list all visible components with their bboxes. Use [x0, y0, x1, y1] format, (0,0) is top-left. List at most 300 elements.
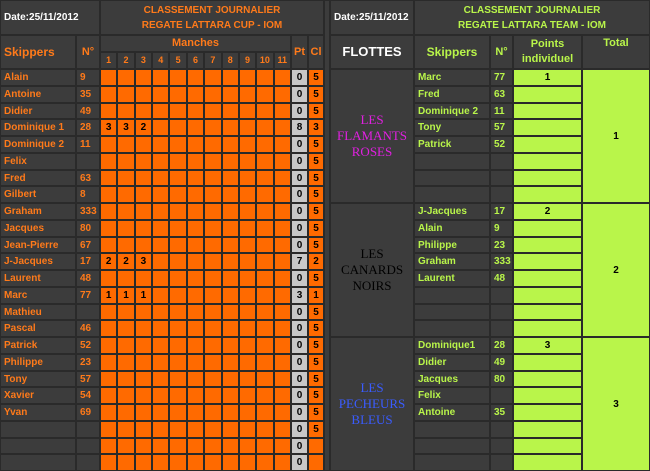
- manche-result: [152, 270, 169, 287]
- manche-result: [100, 304, 117, 321]
- team-skipper-name: Dominique 2: [414, 103, 490, 120]
- sail-number: 35: [76, 86, 100, 103]
- manche-result: 2: [135, 119, 152, 136]
- fleet-name: LES FLAMANTS ROSES: [330, 69, 414, 203]
- sail-number: 49: [76, 103, 100, 120]
- manche-result: [239, 153, 256, 170]
- points-total: 0: [291, 69, 308, 86]
- classement: 5: [308, 237, 324, 254]
- manche-result: [152, 387, 169, 404]
- manche-result: [222, 103, 239, 120]
- manche-result: [256, 421, 273, 438]
- points-total: 0: [291, 337, 308, 354]
- manche-result: [169, 69, 186, 86]
- right-col-total: [582, 35, 650, 69]
- team-skipper-name: [414, 454, 490, 471]
- manche-result: [256, 203, 273, 220]
- manche-result: [135, 153, 152, 170]
- manche-result: [187, 136, 204, 153]
- sail-number: 52: [76, 337, 100, 354]
- manche-result: [256, 270, 273, 287]
- manche-result: [274, 103, 291, 120]
- manche-result: [117, 354, 134, 371]
- manche-result: [187, 438, 204, 455]
- team-skipper-name: [414, 320, 490, 337]
- points-total: 0: [291, 304, 308, 321]
- manche-result: 3: [135, 253, 152, 270]
- manche-result: [152, 454, 169, 471]
- manche-result: [117, 237, 134, 254]
- manche-result: [204, 304, 221, 321]
- classement: 5: [308, 337, 324, 354]
- manche-result: [239, 119, 256, 136]
- individual-points: [513, 119, 582, 136]
- individual-points: [513, 371, 582, 388]
- classement: [308, 454, 324, 471]
- left-col-manches-label: Manches: [171, 37, 220, 49]
- points-total: 0: [291, 237, 308, 254]
- points-total: 7: [291, 253, 308, 270]
- sail-number: 11: [76, 136, 100, 153]
- manche-result: [274, 438, 291, 455]
- manche-number-5: 5: [169, 52, 186, 69]
- fleet-name: LES PECHEURS BLEUS: [330, 337, 414, 471]
- manche-result: [169, 119, 186, 136]
- classement: 5: [308, 304, 324, 321]
- skipper-name: [0, 454, 76, 471]
- skipper-name: Dominique 2: [0, 136, 76, 153]
- individual-points: [513, 354, 582, 371]
- classement: 5: [308, 170, 324, 187]
- manche-result: [204, 103, 221, 120]
- manche-result: [117, 438, 134, 455]
- manche-result: [274, 86, 291, 103]
- team-skipper-name: Tony: [414, 119, 490, 136]
- individual-points: [513, 304, 582, 321]
- manche-result: [100, 136, 117, 153]
- manche-result: [187, 220, 204, 237]
- individual-points: 1: [513, 69, 582, 86]
- manche-result: [204, 387, 221, 404]
- manche-result: [222, 387, 239, 404]
- points-total: 0: [291, 220, 308, 237]
- manche-result: [169, 387, 186, 404]
- manche-result: [239, 287, 256, 304]
- manche-result: [100, 320, 117, 337]
- manche-result: [274, 304, 291, 321]
- individual-points: [513, 270, 582, 287]
- manche-result: [239, 136, 256, 153]
- manche-result: [169, 438, 186, 455]
- manche-result: [169, 170, 186, 187]
- manche-result: [100, 153, 117, 170]
- manche-result: [100, 86, 117, 103]
- team-skipper-name: [414, 186, 490, 203]
- sail-number: 333: [76, 203, 100, 220]
- manche-result: [256, 454, 273, 471]
- manche-result: [256, 136, 273, 153]
- manche-result: [117, 270, 134, 287]
- manche-result: [152, 220, 169, 237]
- manche-result: [274, 404, 291, 421]
- manche-result: [256, 438, 273, 455]
- manche-result: [204, 371, 221, 388]
- team-sail-number: 23: [490, 237, 513, 254]
- manche-result: 1: [135, 287, 152, 304]
- manche-result: [135, 454, 152, 471]
- manche-result: [274, 119, 291, 136]
- manche-number-10: 10: [256, 52, 273, 69]
- manche-result: [187, 404, 204, 421]
- manche-result: [100, 203, 117, 220]
- manche-result: [187, 270, 204, 287]
- manche-result: [135, 337, 152, 354]
- manche-result: [100, 454, 117, 471]
- manche-result: [222, 237, 239, 254]
- manche-result: [169, 186, 186, 203]
- team-sail-number: 48: [490, 270, 513, 287]
- manche-result: [204, 337, 221, 354]
- manche-result: [152, 253, 169, 270]
- team-sail-number: 57: [490, 119, 513, 136]
- manche-result: [222, 337, 239, 354]
- skipper-name: Philippe: [0, 354, 76, 371]
- manche-result: [274, 454, 291, 471]
- points-total: 0: [291, 404, 308, 421]
- sail-number: [76, 421, 100, 438]
- fleet-total: 3: [582, 337, 650, 471]
- manche-result: [117, 371, 134, 388]
- points-total: 0: [291, 354, 308, 371]
- manche-result: [187, 103, 204, 120]
- manche-result: [204, 421, 221, 438]
- manche-result: [239, 404, 256, 421]
- manche-result: [274, 354, 291, 371]
- manche-result: [239, 203, 256, 220]
- individual-points: [513, 237, 582, 254]
- manche-result: [152, 153, 169, 170]
- manche-result: [187, 387, 204, 404]
- skipper-name: Laurent: [0, 270, 76, 287]
- manche-result: [256, 287, 273, 304]
- sail-number: [76, 438, 100, 455]
- manche-result: [256, 304, 273, 321]
- left-title: [100, 0, 324, 35]
- individual-points: [513, 220, 582, 237]
- individual-points: [513, 186, 582, 203]
- manche-result: [204, 170, 221, 187]
- manche-result: [135, 421, 152, 438]
- manche-result: [239, 438, 256, 455]
- sail-number: 57: [76, 371, 100, 388]
- team-sail-number: 52: [490, 136, 513, 153]
- manche-result: [222, 170, 239, 187]
- manche-result: [169, 86, 186, 103]
- manche-result: [204, 438, 221, 455]
- classement: 5: [308, 320, 324, 337]
- points-total: 0: [291, 170, 308, 187]
- manche-result: [169, 371, 186, 388]
- manche-result: [239, 337, 256, 354]
- individual-points: [513, 287, 582, 304]
- sail-number: 17: [76, 253, 100, 270]
- team-sail-number: [490, 387, 513, 404]
- team-sail-number: [490, 454, 513, 471]
- manche-result: [274, 287, 291, 304]
- classement: 5: [308, 136, 324, 153]
- team-skipper-name: Patrick: [414, 136, 490, 153]
- classement: [308, 438, 324, 455]
- manche-result: [135, 320, 152, 337]
- manche-result: [117, 170, 134, 187]
- manche-result: [222, 69, 239, 86]
- manche-result: [274, 387, 291, 404]
- team-skipper-name: Marc: [414, 69, 490, 86]
- manche-result: 3: [117, 119, 134, 136]
- manche-result: [152, 287, 169, 304]
- team-sail-number: 35: [490, 404, 513, 421]
- skipper-name: Dominique 1: [0, 119, 76, 136]
- individual-points: [513, 454, 582, 471]
- manche-result: [187, 69, 204, 86]
- left-col-pt: [291, 35, 308, 69]
- manche-result: [187, 304, 204, 321]
- manche-result: [204, 287, 221, 304]
- manche-result: [187, 170, 204, 187]
- individual-points: [513, 320, 582, 337]
- right-title-line1: CLASSEMENT JOURNALIER: [463, 5, 601, 16]
- classement: 5: [308, 186, 324, 203]
- manche-result: [204, 404, 221, 421]
- manche-result: [222, 287, 239, 304]
- classement: 3: [308, 119, 324, 136]
- manche-result: [117, 220, 134, 237]
- right-col-flottes-label: FLOTTES: [342, 44, 402, 59]
- team-skipper-name: Laurent: [414, 270, 490, 287]
- classement: 5: [308, 387, 324, 404]
- manche-result: [152, 170, 169, 187]
- sail-number: [76, 454, 100, 471]
- left-col-cl-label: Cl: [310, 46, 322, 58]
- manche-result: [187, 119, 204, 136]
- manche-result: [274, 186, 291, 203]
- team-skipper-name: [414, 438, 490, 455]
- manche-result: [152, 237, 169, 254]
- skipper-name: [0, 421, 76, 438]
- manche-result: [100, 186, 117, 203]
- team-skipper-name: Alain: [414, 220, 490, 237]
- team-skipper-name: Fred: [414, 86, 490, 103]
- right-title: [414, 0, 650, 35]
- manche-result: [152, 136, 169, 153]
- manche-result: [204, 69, 221, 86]
- manche-result: [169, 337, 186, 354]
- manche-result: [274, 421, 291, 438]
- sail-number: 54: [76, 387, 100, 404]
- skipper-name: Pascal: [0, 320, 76, 337]
- manche-result: [152, 119, 169, 136]
- individual-points: [513, 136, 582, 153]
- fleet-total: 1: [582, 69, 650, 203]
- right-col-points-label: Points individuel: [521, 38, 574, 65]
- left-col-cl: [308, 35, 324, 69]
- team-sail-number: [490, 170, 513, 187]
- manche-result: [222, 136, 239, 153]
- manche-result: [169, 237, 186, 254]
- sail-number: 63: [76, 170, 100, 187]
- skipper-name: Alain: [0, 69, 76, 86]
- manche-result: [204, 270, 221, 287]
- team-sail-number: 80: [490, 371, 513, 388]
- skipper-name: Graham: [0, 203, 76, 220]
- classement: 5: [308, 103, 324, 120]
- manche-result: [222, 320, 239, 337]
- manche-result: [100, 354, 117, 371]
- manche-result: [152, 320, 169, 337]
- manche-result: [187, 354, 204, 371]
- classement: 1: [308, 287, 324, 304]
- manche-result: [256, 153, 273, 170]
- manche-result: [187, 186, 204, 203]
- team-sail-number: 28: [490, 337, 513, 354]
- manche-result: [117, 136, 134, 153]
- skipper-name: Jean-Pierre: [0, 237, 76, 254]
- individual-points: [513, 253, 582, 270]
- manche-result: [204, 237, 221, 254]
- manche-result: [239, 186, 256, 203]
- left-col-num: [76, 35, 100, 69]
- manche-result: [117, 454, 134, 471]
- points-total: 0: [291, 186, 308, 203]
- classement: 5: [308, 270, 324, 287]
- manche-result: [256, 170, 273, 187]
- manche-result: [239, 103, 256, 120]
- manche-result: [222, 438, 239, 455]
- manche-result: [204, 136, 221, 153]
- manche-result: [239, 270, 256, 287]
- manche-result: [239, 220, 256, 237]
- team-skipper-name: Didier: [414, 354, 490, 371]
- manche-result: [152, 186, 169, 203]
- manche-result: [187, 237, 204, 254]
- manche-result: [152, 304, 169, 321]
- manche-result: [239, 320, 256, 337]
- team-sail-number: 63: [490, 86, 513, 103]
- right-col-total-label: Total: [603, 37, 629, 49]
- manche-result: 1: [117, 287, 134, 304]
- right-col-num-label: N°: [495, 46, 508, 58]
- points-total: 0: [291, 153, 308, 170]
- manche-result: [135, 354, 152, 371]
- manche-result: [204, 454, 221, 471]
- manche-result: [135, 438, 152, 455]
- manche-result: [256, 404, 273, 421]
- classement: 5: [308, 86, 324, 103]
- manche-result: [100, 404, 117, 421]
- points-total: 0: [291, 371, 308, 388]
- team-sail-number: [490, 320, 513, 337]
- individual-points: [513, 438, 582, 455]
- manche-result: [204, 86, 221, 103]
- right-date-text: Date:25/11/2012: [334, 12, 409, 23]
- manche-result: [239, 421, 256, 438]
- classement: 5: [308, 371, 324, 388]
- manche-result: [169, 136, 186, 153]
- left-date-text: Date:25/11/2012: [4, 12, 79, 23]
- team-sail-number: 17: [490, 203, 513, 220]
- manche-result: [256, 354, 273, 371]
- manche-result: [135, 69, 152, 86]
- manche-result: [239, 354, 256, 371]
- manche-result: [152, 438, 169, 455]
- team-sail-number: [490, 421, 513, 438]
- manche-result: [169, 454, 186, 471]
- manche-result: [152, 203, 169, 220]
- manche-result: [100, 103, 117, 120]
- classement: 5: [308, 69, 324, 86]
- manche-result: [152, 421, 169, 438]
- manche-result: [152, 337, 169, 354]
- manche-result: [222, 354, 239, 371]
- skipper-name: Yvan: [0, 404, 76, 421]
- manche-result: [169, 320, 186, 337]
- manche-result: 2: [117, 253, 134, 270]
- manche-result: [117, 337, 134, 354]
- right-title-line2: REGATE LATTARA TEAM - IOM: [458, 20, 606, 31]
- manche-result: [152, 86, 169, 103]
- manche-result: [204, 253, 221, 270]
- manche-result: [222, 203, 239, 220]
- team-skipper-name: [414, 287, 490, 304]
- manche-result: [169, 220, 186, 237]
- manche-result: [152, 354, 169, 371]
- manche-result: [117, 103, 134, 120]
- classement: 2: [308, 253, 324, 270]
- manche-number-1: 1: [100, 52, 117, 69]
- points-total: 0: [291, 320, 308, 337]
- manche-result: [169, 270, 186, 287]
- manche-result: [117, 320, 134, 337]
- manche-result: [274, 69, 291, 86]
- team-sail-number: [490, 438, 513, 455]
- team-skipper-name: Jacques: [414, 371, 490, 388]
- manche-result: [239, 237, 256, 254]
- manche-result: [169, 421, 186, 438]
- manche-result: [204, 203, 221, 220]
- classement: 5: [308, 421, 324, 438]
- manche-result: [100, 270, 117, 287]
- manche-result: [222, 454, 239, 471]
- manche-result: [187, 454, 204, 471]
- classement: 5: [308, 404, 324, 421]
- right-col-skippers: [414, 35, 490, 69]
- left-col-manches: [100, 35, 291, 52]
- manche-result: [135, 237, 152, 254]
- manche-result: [100, 170, 117, 187]
- manche-result: [135, 186, 152, 203]
- manche-result: [274, 371, 291, 388]
- manche-result: [256, 220, 273, 237]
- manche-result: [100, 387, 117, 404]
- manche-result: [256, 186, 273, 203]
- manche-result: 2: [100, 253, 117, 270]
- team-skipper-name: J-Jacques: [414, 203, 490, 220]
- classement: 5: [308, 220, 324, 237]
- manche-result: [187, 86, 204, 103]
- left-col-skippers: [0, 35, 76, 69]
- manche-result: [256, 387, 273, 404]
- manche-result: [274, 153, 291, 170]
